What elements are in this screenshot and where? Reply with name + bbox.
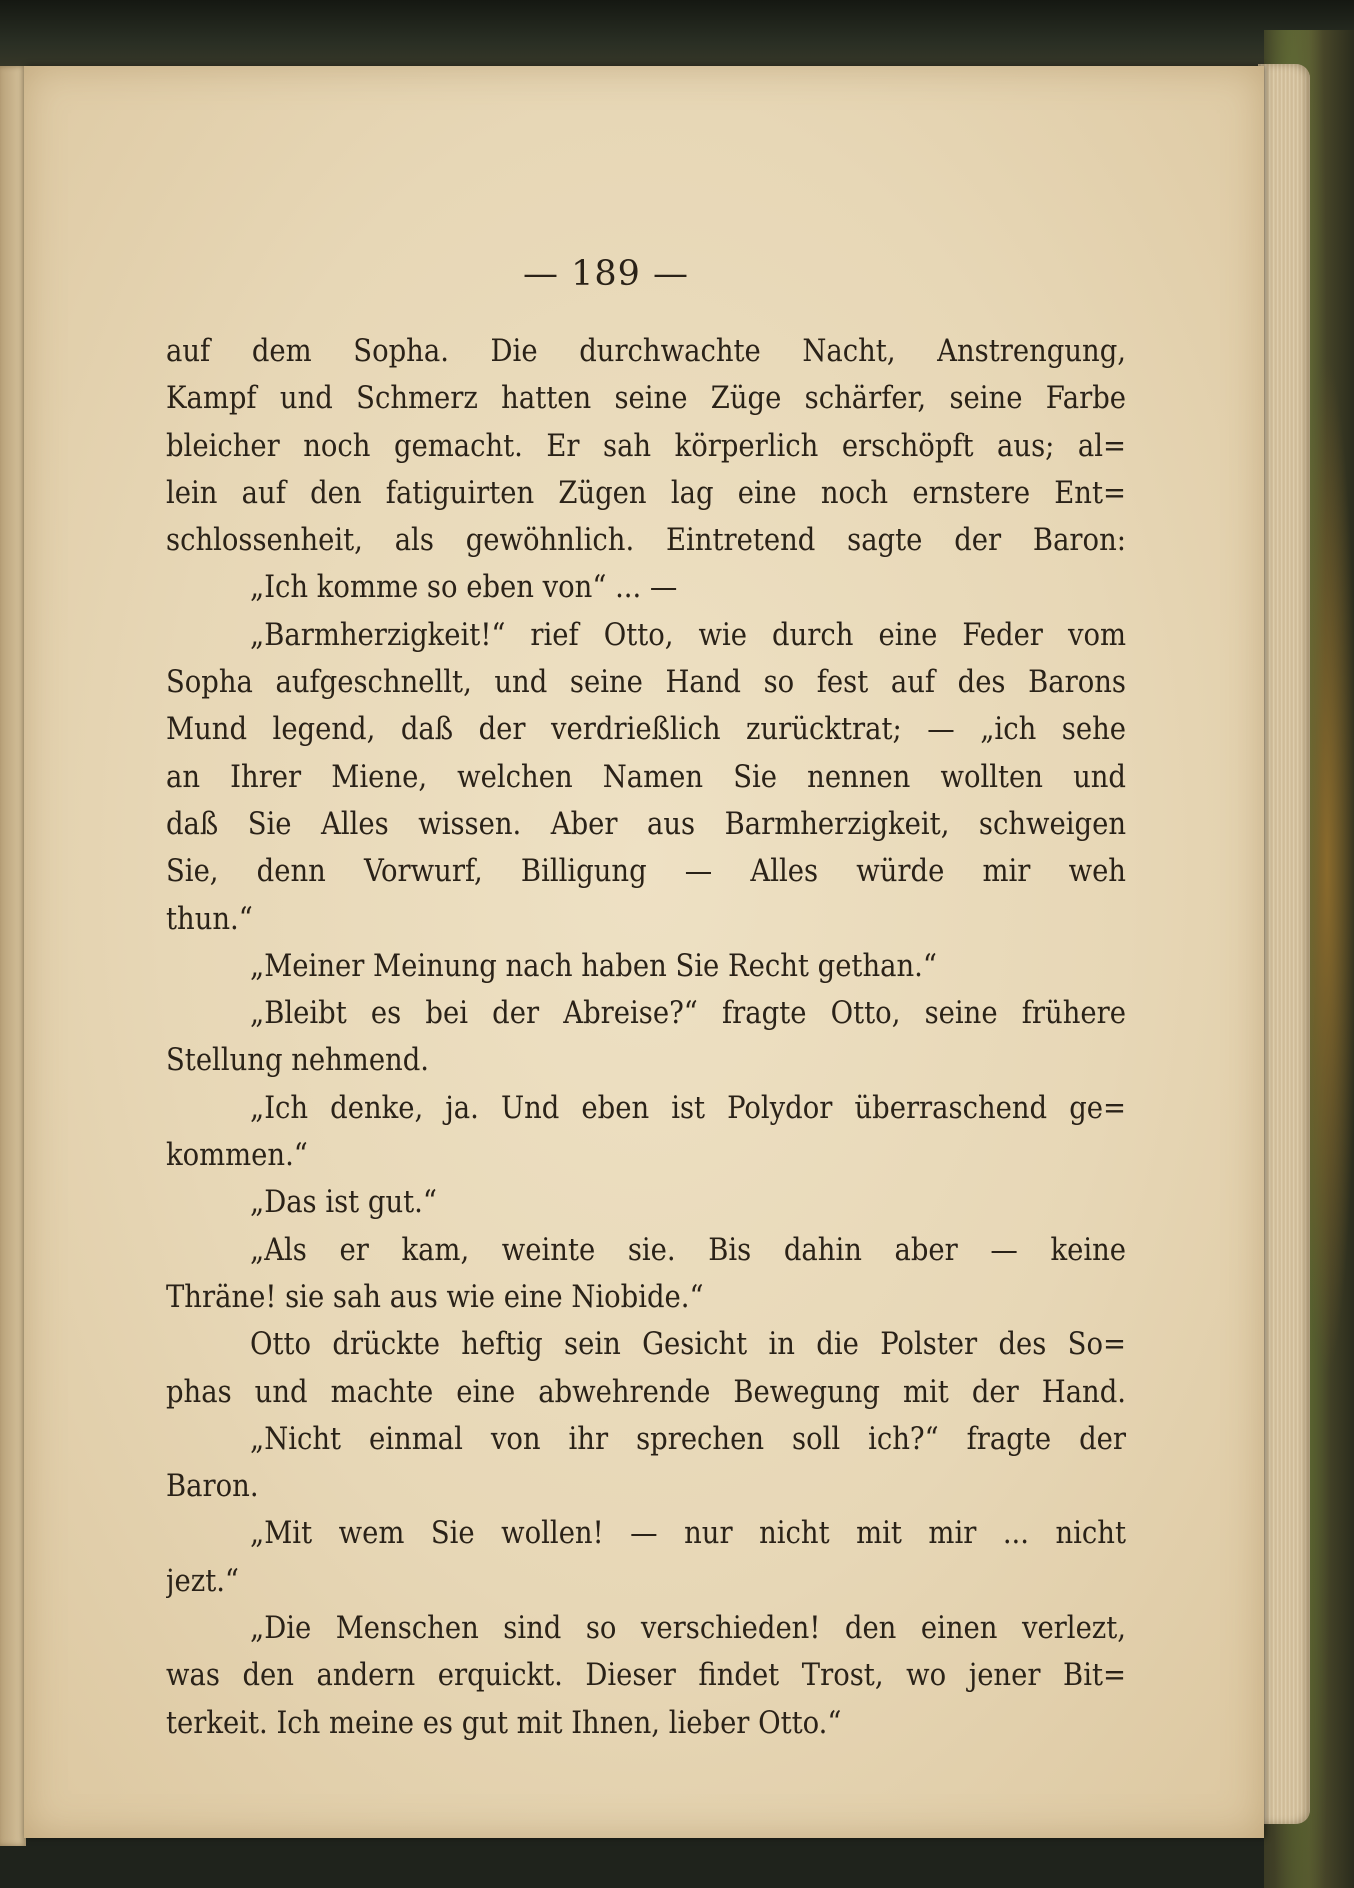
text-line: bleicher noch gemacht. Er sah körperlich erschöpft aus; al=: [166, 428, 1126, 464]
text-line: Sie, denn Vorwurf, Billigung — Alles würde mir weh: [166, 854, 1126, 890]
text-line: kommen.“: [166, 1138, 308, 1174]
text-line: auf dem Sopha. Die durchwachte Nacht, Anstrengung,: [166, 334, 1126, 369]
text-line: phas und machte eine abwehrende Bewegung mit der Hand.: [166, 1374, 1126, 1410]
text-line: „Ich komme so eben von“ ... —: [250, 570, 678, 606]
text-line: daß Sie Alles wissen. Aber aus Barmherzigkeit, schweigen: [166, 806, 1126, 842]
text-line: Stellung nehmend.: [166, 1043, 430, 1079]
text-line: Sopha aufgeschnellt, und seine Hand so fest auf des Barons: [166, 665, 1126, 701]
previous-page-edge: [0, 66, 26, 1846]
text-line: „Als er kam, weinte sie. Bis dahin aber — keine: [250, 1232, 1126, 1268]
text-line: Mund legend, daß der verdrießlich zurücktrat; — „ich sehe: [166, 712, 1126, 748]
text-line: lein auf den fatiguirten Zügen lag eine noch ernstere Ent=: [166, 475, 1126, 511]
text-line: jezt.“: [166, 1563, 239, 1599]
text-line: Kampf und Schmerz hatten seine Züge schärfer, seine Farbe: [166, 381, 1126, 417]
text-line: schlossenheit, als gewöhnlich. Eintretend sagte der Baron:: [166, 523, 1126, 559]
page-stack-edge: [1258, 64, 1310, 1824]
page-number: — 189 —: [522, 254, 690, 294]
text-line: terkeit. Ich meine es gut mit Ihnen, lieber Otto.“: [166, 1705, 842, 1741]
text-line: Thräne! sie sah aus wie eine Niobide.“: [166, 1279, 704, 1315]
book-page: [24, 66, 1264, 1838]
text-line: „Meiner Meinung nach haben Sie Recht gethan.“: [250, 948, 937, 984]
text-line: was den andern erquickt. Dieser findet Trost, wo jener Bit=: [166, 1658, 1126, 1694]
text-line: Otto drückte heftig sein Gesicht in die Polster des So=: [250, 1327, 1126, 1363]
text-line: „Ich denke, ja. Und eben ist Polydor überraschend ge=: [250, 1090, 1126, 1126]
text-line: an Ihrer Miene, welchen Namen Sie nennen wollten und: [166, 759, 1126, 795]
text-line: Baron.: [166, 1469, 259, 1505]
text-line: „Bleibt es bei der Abreise?“ fragte Otto, seine frühere: [250, 996, 1126, 1032]
text-line: „Nicht einmal von ihr sprechen soll ich?“ fragte der: [250, 1421, 1126, 1457]
text-line: thun.“: [166, 901, 253, 937]
text-line: „Mit wem Sie wollen! — nur nicht mit mir ... nicht: [250, 1516, 1126, 1552]
text-line: „Barmherzigkeit!“ rief Otto, wie durch eine Feder vom: [250, 617, 1126, 653]
text-line: „Das ist gut.“: [250, 1185, 437, 1221]
text-line: „Die Menschen sind so verschieden! den einen verlezt,: [250, 1611, 1126, 1647]
body-text: [166, 328, 1126, 1747]
